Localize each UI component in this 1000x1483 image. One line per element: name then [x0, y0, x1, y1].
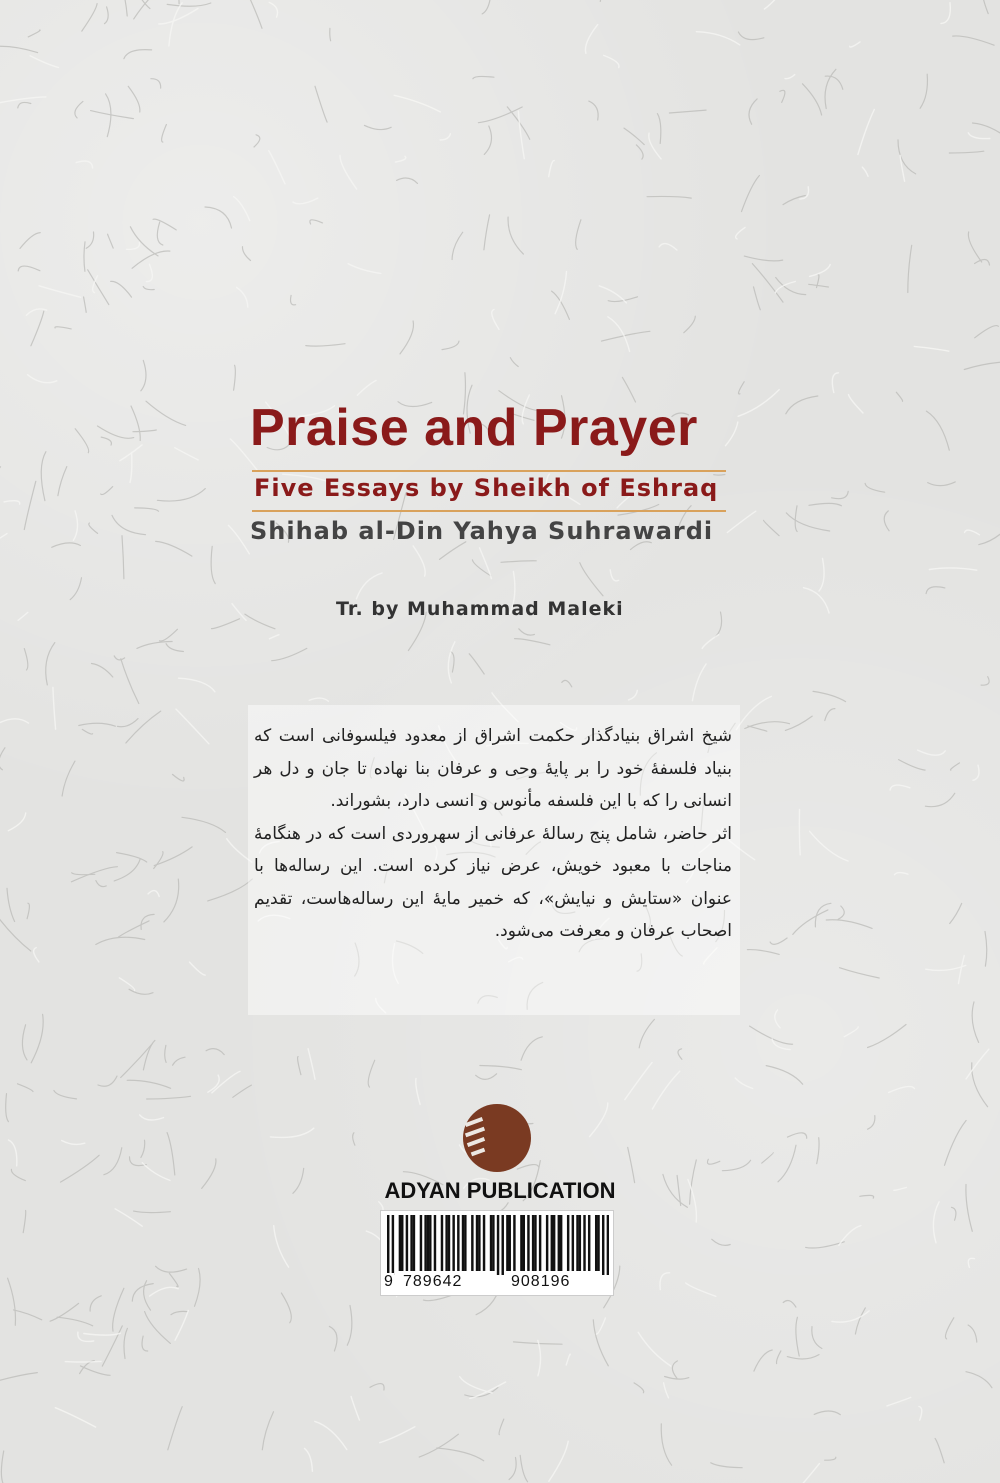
title-divider-top — [252, 470, 726, 472]
book-title: Praise and Prayer — [250, 399, 698, 457]
book-subtitle: Five Essays by Sheikh of Eshraq — [254, 474, 719, 502]
blurb-paragraph: شیخ اشراق بنیادگذار حکمت اشراق از معدود فیلسوفانی است که بنیاد فلسفهٔ خود را بر پایهٔ وحی و عرفان بنا نهاده تا جان و دل هر انسانی را که با این فلسفه مأنوس و انسی دارد، بشوراند. — [254, 726, 732, 811]
book-translator: Tr. by Muhammad Maleki — [336, 598, 624, 620]
isbn-barcode — [380, 1210, 614, 1296]
publisher-name: ADYAN PUBLICATION — [384, 1178, 616, 1203]
barcode-digits-left: 789642 — [403, 1273, 463, 1290]
barcode-digits-right: 908196 — [511, 1273, 571, 1290]
title-divider-bottom — [252, 510, 726, 512]
barcode-digit-first: 9 — [384, 1273, 394, 1290]
barcode-bars — [387, 1215, 609, 1275]
blurb-paragraph: اثر حاضر، شامل پنج رسالهٔ عرفانی از سهروردی است که در هنگامهٔ مناجات با معبود خویش، عرض نیاز کرده است. این رساله‌ها با عنوان «ستایش و نیایش»، که خمیر مایهٔ این رساله‌هاست، تقدیم اصحاب عرفان و معرفت می‌شود. — [254, 823, 732, 941]
brown-circle-logo-icon — [459, 1100, 535, 1176]
book-author: Shihab al-Din Yahya Suhrawardi — [250, 517, 714, 545]
blurb-text — [254, 720, 732, 948]
